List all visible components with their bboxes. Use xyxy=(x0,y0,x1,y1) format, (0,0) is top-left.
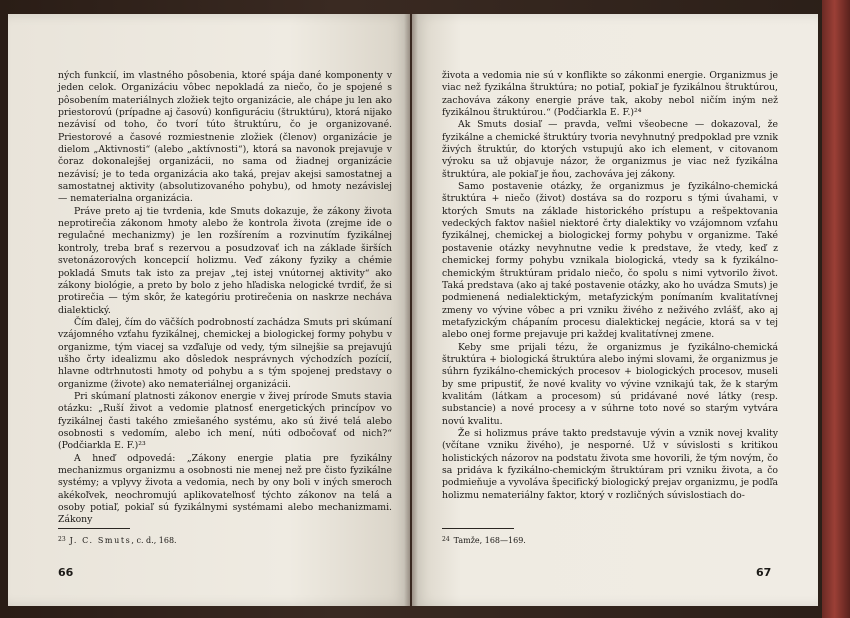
paragraph: Keby sme prijali tézu, že organizmus je fyzikálno-chemická štruktúra + biologická štruktúra alebo inými slovami, že organizmus je súhrn fyzikálno-chemických procesov + biologických procesov, museli by sme pripustiť, že nové kvality vo vývine vznikajú tak, že k starým kvalitám (látkam a procesom) sú pridávané nové látky (resp. substancie) a nové procesy a v súhrne toto nové so starým vytvára novú kvalitu. xyxy=(442,341,778,427)
right-page-body xyxy=(442,70,778,502)
paragraph: A hneď odpovedá: „Zákony energie platia pre fyzikálny mechanizmus organizmu a osobnosti nie menej než pre čisto fyzikálne systémy; a vplyvy života a vedomia, nech by ony boli v iných smeroch akékoľvek, neochromujú aplikovateľnosť týchto zákonov na telá a osoby potiaľ, pokiaľ sú fyzikálnymi systémami alebo mechanizmami. Zákony xyxy=(58,452,392,526)
page-number: 66 xyxy=(58,566,74,579)
paragraph: Pri skúmaní platnosti zákonov energie v živej prírode Smuts stavia otázku: „Ruší život a vedomie platnosť energetických princípov vo fyzikálnej časti takého zmiešaného systému, ako sú živé telá alebo osobnosti s vedomím, alebo ich mení, núti odbočovať od nich?“ (Podčiarkla E. F.)²³ xyxy=(58,390,392,452)
footnote-text: Tamže, 168—169. xyxy=(453,536,526,545)
footnote xyxy=(58,535,388,546)
footnote-number: 24 xyxy=(442,536,450,543)
footnote-text: , c. d., 168. xyxy=(131,536,177,545)
paragraph: života a vedomia nie sú v konflikte so zákonmi energie. Organizmus je viac než fyzikálna štruktúra; no potiaľ, pokiaľ je fyzikálnou štruktúrou, zachováva zákony energie práve tak, akoby nebol ničím iným než fyzikálnou štruktúrou.“ (Podčiarkla E. F.)²⁴ xyxy=(442,70,778,119)
book-gutter xyxy=(404,10,418,610)
paragraph: ných funkcií, im vlastného pôsobenia, ktoré spája dané komponenty v jeden celok. Organizáciu vôbec nepokladá za niečo, čo je spojené s pôsobením materiálnych zložiek tejto organizácie, ale chápe ju len ako priestorovú (prípadne aj časovú) konfiguráciu (štruktúru), ktorá nijako nezávisí od toho, čo tvorí túto štruktúru, čo je organizované. Priestorové a časové rozmiestnenie zložiek (členov) organizácie je dielom „Aktivnosti“ (alebo „aktívnosti“), ktorá sa navonok prejavuje v čoraz dokonalejšej organizácii, no sama od žiadnej organizácie nezávisí; je to teda organizácia ako taká, prejav akejsi samostatnej a samostatnej aktivity (absolutizovaného pohybu), od hmoty nezávislej — nematerialna organizácia. xyxy=(58,70,392,205)
paragraph: Práve preto aj tie tvrdenia, kde Smuts dokazuje, že zákony života neprotirečia zákonom hmoty alebo že kontrola života (zrejme ide o regulačné mechanizmy) je len rozšírením a rozvinutím fyzikálnej kontroly, treba brať s rezervou a posudzovať ich na základe širších svetonázorových koncepcií holizmu. Veď zákony fyziky a chémie pokladá Smuts tak isto za prejav „tej istej vnútornej aktivity“ ako zákony biológie, a preto by bolo z jeho hľadiska nelogické tvrdiť, že si protirečia — tým skôr, že kategóriu protirečenia on naskrze necháva dialektický. xyxy=(58,205,392,316)
left-page xyxy=(8,14,410,606)
footnote-rule xyxy=(58,528,130,529)
footnote-rule xyxy=(442,528,514,529)
paragraph: Že si holizmus práve takto predstavuje vývin a vznik novej kvality (včítane vzniku živého), je nesporné. Už v súvislosti s kritikou holistických názorov na podstatu života sme hovorili, že tým novým, čo sa pridáva k fyzikálno-chemickým štruktúram pri vzniku života, a čo podmieňuje a vyvoláva špecifický biologický prejav organizmu, je podľa holizmu nemateriálny faktor, ktorý v rozličných súvislostiach do- xyxy=(442,427,778,501)
paragraph: Samo postavenie otázky, že organizmus je fyzikálno-chemická štruktúra + niečo (život) dostáva sa do rozporu s tými úvahami, v ktorých Smuts na základe historického prístupu a rešpektovania vedeckých faktov našiel niektoré črty dialektiky vo vzájomnom vzťahu fyzikálnej, chemickej a biologickej formy pohybu v organizme. Také postavenie otázky nevyhnutne vedie k predstave, že vtedy, keď z chemickej formy pohybu vznikala biologická, vtedy sa k fyzikálno-chemickým štruktúram pridalo niečo, čo spolu s nimi vytvorilo život. Taká predstava (ako aj také postavenie otázky, ako ho uvádza Smuts) je podmienená nedialektickým, metafyzickým ponímaním kvalitatívnej zmeny vo vývine vôbec a pri vzniku živého z neživého zvlášť, ako aj metafyzickým chápaním procesu dialektickej negácie, ktorá sa v tej alebo onej forme prejavuje pri každej kvalitatívnej zmene. xyxy=(442,181,778,341)
page-number: 67 xyxy=(756,566,772,579)
paragraph: Ak Smuts dosiaľ — pravda, veľmi všeobecne — dokazoval, že fyzikálne a chemické štruktúry tvoria nevyhnutný predpoklad pre vznik živých štruktúr, do ktorých vstupujú ako ich element, v citovanom výroku sa už objavuje názor, že organizmus je viac než fyzikálna štruktúra, ale pokiaľ je ňou, zachováva jej zákony. xyxy=(442,119,778,180)
footnote-author: J. C. Smuts xyxy=(69,536,132,545)
paragraph: Čím ďalej, čím do väčších podrobností zachádza Smuts pri skúmaní vzájomného vzťahu fyzikálnej, chemickej a biologickej formy pohybu v organizme, tým viacej sa vzďaľuje od vedy, tým silnejšie sa prejavujú ušho črty idealizmu ako dôsledok nesprávnych východzích pozícií, hlavne odtrhnutosti hmoty od pohybu a s tým spojenej predstavy o organizme (živote) ako nemateriálnej organizácii. xyxy=(58,316,392,390)
right-page xyxy=(412,14,818,606)
footnote xyxy=(442,535,772,546)
left-page-body xyxy=(58,70,392,527)
book-cover-edge xyxy=(822,0,850,618)
footnote-number: 23 xyxy=(58,536,66,543)
